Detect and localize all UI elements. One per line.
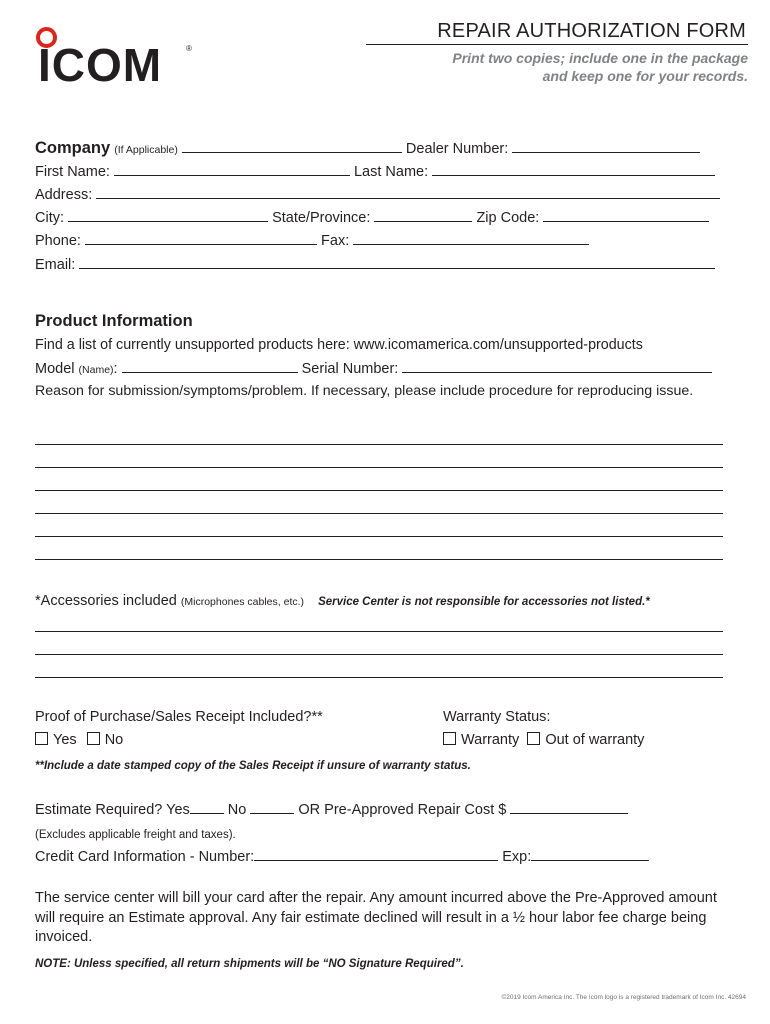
dealer-number-label: Dealer Number: (405, 141, 509, 157)
company-label: Company (35, 139, 111, 157)
city-row (35, 208, 709, 227)
fax-label: Fax: (321, 233, 350, 249)
out-of-warranty-checkbox[interactable] (527, 732, 540, 745)
serial-number-label: Serial Number: (301, 361, 399, 377)
reason-line-2[interactable] (35, 467, 723, 468)
shipping-note: NOTE: Unless specified, all return shipments will be “NO Signature Required”. (35, 958, 464, 970)
zip-field[interactable] (543, 208, 709, 222)
warranty-status-label: Warranty Status: (443, 709, 551, 725)
exp-label: Exp: (502, 849, 532, 865)
email-row (35, 255, 715, 274)
credit-card-row (35, 847, 649, 866)
model-note: (Name) (78, 364, 114, 376)
accessories-row (35, 592, 650, 611)
reason-line-5[interactable] (35, 536, 723, 537)
billing-paragraph: The service center will bill your card after the repair. Any amount incurred above the Pre-Approved amount will require an Estimate approval. Any fair estimate declined will result in a ½ hour labor fee charge being invoiced. (35, 890, 717, 945)
address-label: Address: (35, 187, 93, 203)
reason-line-6[interactable] (35, 559, 723, 560)
address-row (35, 185, 720, 204)
proof-options (35, 731, 123, 749)
unsupported-products-text: Find a list of currently unsupported products here: www.icomamerica.com/unsupported-products (35, 337, 643, 353)
phone-row (35, 231, 589, 250)
excludes-note: (Excludes applicable freight and taxes). (35, 829, 236, 841)
estimate-label: Estimate Required? Yes (35, 802, 190, 818)
proof-yes-label: Yes (53, 732, 77, 748)
fax-field[interactable] (353, 231, 589, 245)
state-label: State/Province: (272, 210, 371, 226)
accessories-line-1[interactable] (35, 631, 723, 632)
accessories-disclaimer: Service Center is not responsible for accessories not listed.* (318, 596, 650, 608)
accessories-line-2[interactable] (35, 654, 723, 655)
subtitle-line-1: Print two copies; include one in the package (452, 50, 748, 66)
product-heading: Product Information (35, 312, 193, 330)
credit-card-number-field[interactable] (254, 847, 498, 861)
address-field[interactable] (96, 185, 720, 199)
out-of-warranty-label: Out of warranty (545, 732, 645, 748)
reason-line-1[interactable] (35, 444, 723, 445)
model-field[interactable] (122, 359, 298, 373)
reason-line-3[interactable] (35, 490, 723, 491)
form-subtitle (452, 49, 748, 85)
dealer-number-field[interactable] (512, 139, 700, 153)
warranty-label: Warranty (461, 732, 520, 748)
proof-no-label: No (104, 732, 124, 748)
company-row (35, 139, 700, 159)
title-rule (366, 44, 748, 45)
subtitle-line-2: and keep one for your records. (542, 68, 748, 84)
footer-copyright: ©2019 Icom America Inc. The Icom logo is a registered trademark of Icom Inc. 42694 (501, 994, 746, 1001)
credit-card-label: Credit Card Information - Number: (35, 849, 255, 865)
preapproved-label: OR Pre-Approved Repair Cost $ (298, 802, 507, 818)
phone-label: Phone: (35, 233, 81, 249)
icom-logo (36, 24, 192, 91)
city-label: City: (35, 210, 64, 226)
last-name-label: Last Name: (353, 164, 429, 180)
preapproved-cost-field[interactable] (510, 800, 628, 814)
estimate-no-label: No (227, 802, 247, 818)
first-name-field[interactable] (114, 162, 350, 176)
logo-registered-mark: ® (186, 44, 192, 53)
first-name-label: First Name: (35, 164, 110, 180)
warranty-options (443, 731, 644, 749)
last-name-field[interactable] (432, 162, 715, 176)
name-row (35, 162, 715, 181)
state-field[interactable] (374, 208, 472, 222)
estimate-yes-field[interactable] (190, 800, 224, 814)
receipt-note: **Include a date stamped copy of the Sales Receipt if unsure of warranty status. (35, 760, 471, 772)
serial-number-field[interactable] (402, 359, 712, 373)
reason-text: Reason for submission/symptoms/problem. If necessary, please include procedure for reproducing issue. (35, 383, 694, 399)
accessories-note: (Microphones cables, etc.) (180, 596, 305, 608)
exp-field[interactable] (531, 847, 649, 861)
proof-yes-checkbox[interactable] (35, 732, 48, 745)
model-row: Model (Name): Serial Number: (35, 359, 712, 379)
form-title: REPAIR AUTHORIZATION FORM (437, 20, 746, 42)
proof-question: Proof of Purchase/Sales Receipt Included?** (35, 709, 323, 725)
zip-label: Zip Code: (476, 210, 540, 226)
model-label: Model (35, 361, 75, 377)
accessories-line-3[interactable] (35, 677, 723, 678)
estimate-no-field[interactable] (250, 800, 294, 814)
logo-text: ICOM (38, 39, 163, 91)
phone-field[interactable] (85, 231, 317, 245)
city-field[interactable] (68, 208, 268, 222)
accessories-label: *Accessories included (35, 593, 177, 609)
reason-line-4[interactable] (35, 513, 723, 514)
email-field[interactable] (79, 255, 715, 269)
warranty-checkbox[interactable] (443, 732, 456, 745)
estimate-row (35, 800, 628, 819)
email-label: Email: (35, 257, 76, 273)
company-note: (If Applicable) (114, 144, 178, 156)
proof-no-checkbox[interactable] (87, 732, 100, 745)
company-field[interactable] (182, 139, 402, 153)
